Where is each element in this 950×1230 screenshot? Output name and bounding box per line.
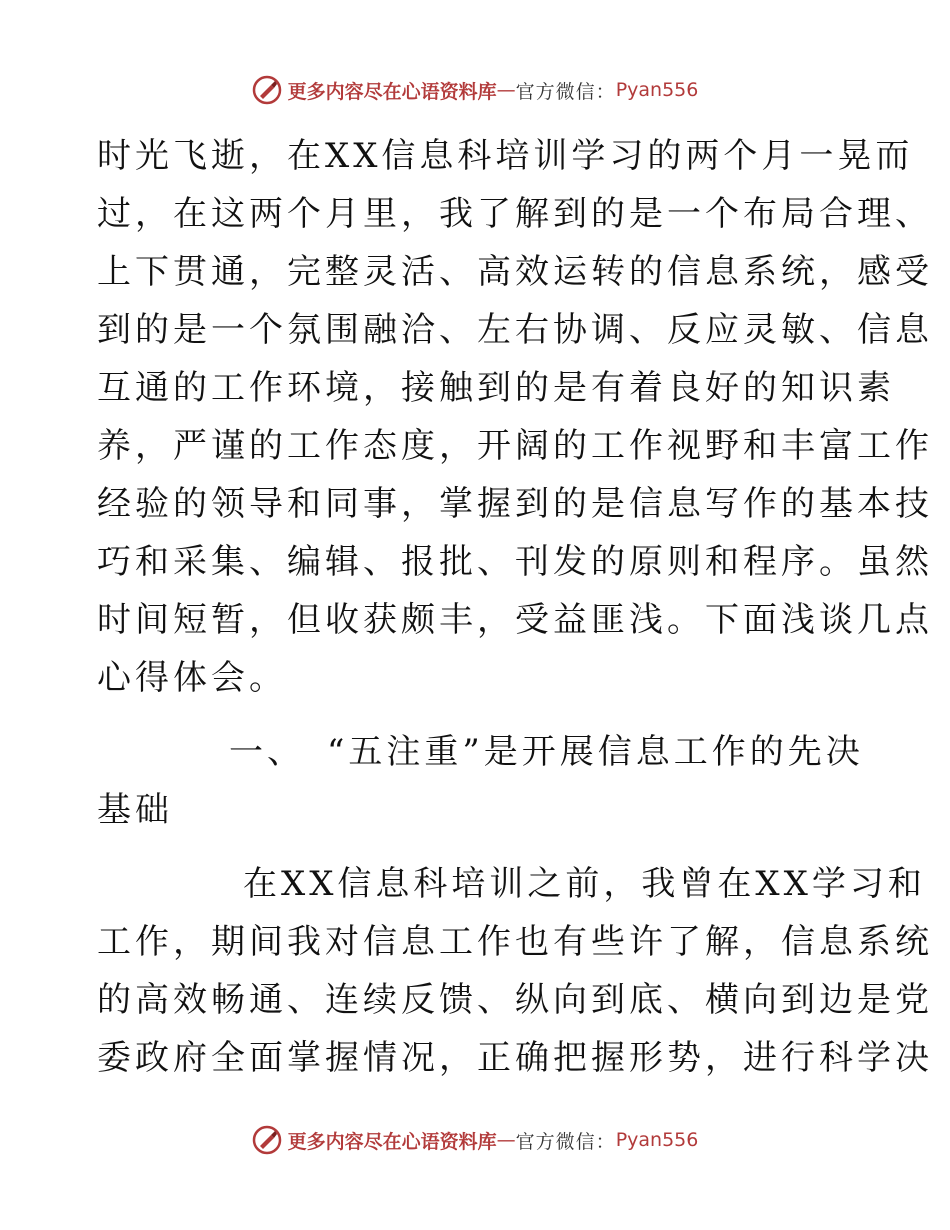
text-line: 互通的工作环境，接触到的是有着良好的知识素 <box>97 368 895 408</box>
text-line: 的高效畅通、连续反馈、纵向到底、横向到边是党 <box>97 980 933 1020</box>
text-line: 上下贯通，完整灵活、高效运转的信息系统，感受 <box>97 252 933 292</box>
text-line: 养，严谨的工作态度，开阔的工作视野和丰富工作 <box>97 426 933 466</box>
text-line: 巧和采集、编辑、报批、刊发的原则和程序。虽然 <box>97 542 933 582</box>
banner-slogan: 更多内容尽在心语资料库 <box>287 80 497 103</box>
pen-logo-icon <box>252 1125 282 1155</box>
text-line: 过，在这两个月里，我了解到的是一个布局合理、 <box>97 194 933 234</box>
text-line: 时光飞逝，在XX信息科培训学习的两个月一晃而 <box>97 136 914 176</box>
text-line: 工作，期间我对信息工作也有些许了解，信息系统 <box>97 922 933 962</box>
text-line: 时间短暂，但收获颇丰，受益匪浅。下面浅谈几点 <box>97 600 933 640</box>
banner-wechat-id: Pyan556 <box>615 1129 699 1151</box>
paragraph-intro <box>97 127 933 707</box>
banner-separator: — <box>496 1129 516 1151</box>
heading-title-continued: 基础 <box>97 790 173 830</box>
footer-banner <box>0 1120 950 1160</box>
banner-wechat-label: 官方微信： <box>515 1130 616 1153</box>
banner-separator: — <box>496 79 516 101</box>
paragraph-section-one <box>97 855 933 1087</box>
banner-wechat-id: Pyan556 <box>615 79 699 101</box>
text-line: 委政府全面掌握情况，正确把握形势，进行科学决 <box>97 1038 933 1078</box>
heading-number: 一、 <box>229 732 305 772</box>
header-banner <box>0 70 950 110</box>
text-line: 经验的领导和同事，掌握到的是信息写作的基本技 <box>97 484 933 524</box>
pen-logo-icon <box>252 75 282 105</box>
document-body <box>97 127 933 1087</box>
heading-title: “五注重”是开展信息工作的先决 <box>327 732 864 772</box>
banner-slogan: 更多内容尽在心语资料库 <box>287 1130 497 1153</box>
banner-wechat-label: 官方微信： <box>515 80 616 103</box>
text-line: 到的是一个氛围融洽、左右协调、反应灵敏、信息 <box>97 310 933 350</box>
text-line: 心得体会。 <box>97 658 287 698</box>
section-heading <box>97 723 864 839</box>
text-line: 在XX信息科培训之前，我曾在XX学习和 <box>243 864 926 904</box>
